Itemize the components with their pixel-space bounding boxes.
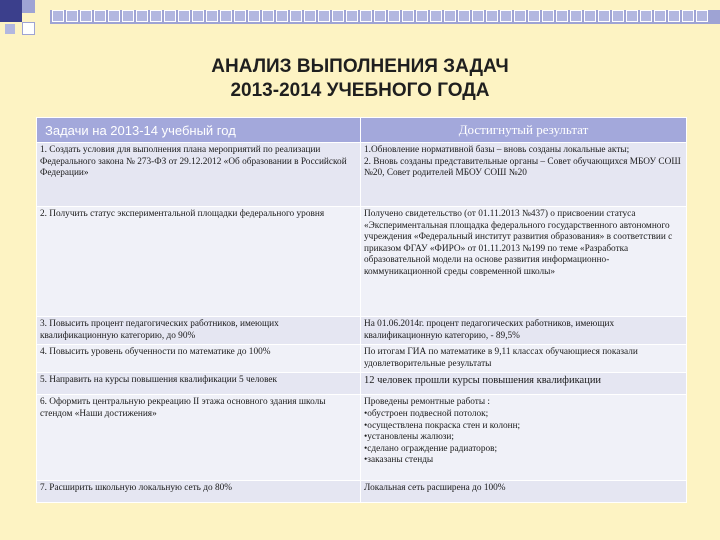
deco-band-cell <box>332 10 344 22</box>
title-line-1: АНАЛИЗ ВЫПОЛНЕНИЯ ЗАДАЧ <box>211 56 509 77</box>
deco-band-cell <box>234 10 246 22</box>
task-cell: 1. Создать условия для выполнения плана мероприятий по реализации Федерального закона № 273-ФЗ от 29.12.2012 «Об образовании в Российской Федерации» <box>37 143 361 207</box>
title-line-2: 2013-2014 УЧЕБНОГО ГОДА <box>230 80 490 101</box>
deco-band-cell <box>444 10 456 22</box>
results-column-header: Достигнутый результат <box>361 118 687 143</box>
result-bullet: • заказаны стенды <box>364 455 683 467</box>
deco-band-cell <box>500 10 512 22</box>
table-row <box>37 207 687 317</box>
deco-square-dark <box>0 0 22 22</box>
deco-square-small <box>5 24 15 34</box>
deco-band-cell <box>318 10 330 22</box>
deco-band-cell <box>514 10 526 22</box>
deco-band-cell <box>458 10 470 22</box>
deco-band-cell <box>220 10 232 22</box>
deco-band-cell <box>346 10 358 22</box>
deco-band-cell <box>486 10 498 22</box>
deco-band-cell <box>136 10 148 22</box>
table-row <box>37 345 687 373</box>
task-cell: 4. Повысить уровень обученности по математике до 100% <box>37 345 361 373</box>
deco-band-cell <box>556 10 568 22</box>
deco-band-cell <box>654 10 666 22</box>
result-cell: 12 человек прошли курсы повышения квалификации <box>361 373 687 395</box>
task-cell: 3. Повысить процент педагогических работников, имеющих квалификационную категорию, до 90% <box>37 317 361 345</box>
result-cell: На 01.06.2014г. процент педагогических работников, имеющих квалификационную категорию, - 89,5% <box>361 317 687 345</box>
deco-band-cell <box>682 10 694 22</box>
deco-band-cell <box>542 10 554 22</box>
deco-band-cell <box>416 10 428 22</box>
deco-band-cell <box>388 10 400 22</box>
deco-band-cell <box>248 10 260 22</box>
result-line: 1.Обновление нормативной базы – вновь созданы локальные акты; <box>364 145 630 155</box>
header-row <box>37 118 687 143</box>
deco-band-cell <box>598 10 610 22</box>
deco-band-cell <box>52 10 64 22</box>
result-intro: Проведены ремонтные работы : <box>364 397 491 408</box>
task-cell: 6. Оформить центральную рекреацию II этажа основного здания школы стендом «Наши достижения» <box>37 395 361 481</box>
task-cell: 5. Направить на курсы повышения квалификации 5 человек <box>37 373 361 395</box>
deco-band-cell <box>696 10 708 22</box>
deco-band-cell <box>668 10 680 22</box>
deco-band-cell <box>108 10 120 22</box>
deco-band-cell <box>164 10 176 22</box>
deco-band-cell <box>640 10 652 22</box>
deco-band-cell <box>528 10 540 22</box>
deco-band-cell <box>122 10 134 22</box>
table-row <box>37 373 687 395</box>
result-cell: Получено свидетельство (от 01.11.2013 №437) о присвоении статуса «Экспериментальная площадка федерального государственного автономного учреждения «Федеральный институт развития образования» в соответствии с приказом ФГАУ «ФИРО» от 01.11.2013 №199 по теме «Разработка образовательной модели на основе развития информационно-коммуникационной среды современной школы» <box>361 207 687 317</box>
deco-band-cell <box>374 10 386 22</box>
results-table <box>36 117 687 503</box>
top-decoration <box>0 0 720 40</box>
deco-band-cell <box>94 10 106 22</box>
deco-band-cell <box>430 10 442 22</box>
task-cell: 2. Получить статус экспериментальной площадки федерального уровня <box>37 207 361 317</box>
deco-band-cell <box>192 10 204 22</box>
deco-band-cell <box>262 10 274 22</box>
deco-band-cell <box>402 10 414 22</box>
table-row <box>37 395 687 481</box>
page-title <box>0 55 720 103</box>
deco-band-cell <box>80 10 92 22</box>
result-bullet: • сделано ограждение радиаторов; <box>364 444 683 456</box>
result-cell <box>361 143 687 207</box>
result-bullet: • осуществлена покраска стен и колонн; <box>364 421 683 433</box>
deco-band-cell <box>66 10 78 22</box>
deco-band-cell <box>178 10 190 22</box>
deco-band-cell <box>150 10 162 22</box>
deco-square-light <box>22 0 35 13</box>
tasks-column-header: Задачи на 2013-14 учебный год <box>37 118 361 143</box>
result-cell: Локальная сеть расширена до 100% <box>361 481 687 503</box>
deco-band-cells <box>50 10 708 24</box>
deco-band-cell <box>304 10 316 22</box>
result-cell: По итогам ГИА по математике в 9,11 классах обучающиеся показали удовлетворительные результаты <box>361 345 687 373</box>
result-bullet: • обустроен подвесной потолок; <box>364 409 683 421</box>
deco-square-outline <box>22 22 35 35</box>
deco-band-cell <box>276 10 288 22</box>
deco-band-cell <box>360 10 372 22</box>
table-row <box>37 143 687 207</box>
deco-band-cell <box>570 10 582 22</box>
result-line: 2. Вновь созданы представительные органы – Совет обучающихся МБОУ СОШ №20, Совет родителей МБОУ СОШ №20 <box>364 156 681 179</box>
table-row <box>37 481 687 503</box>
deco-band-cell <box>290 10 302 22</box>
task-cell: 7. Расширить школьную локальную сеть до 80% <box>37 481 361 503</box>
deco-band-cell <box>472 10 484 22</box>
result-bullet: • установлены жалюзи; <box>364 432 683 444</box>
deco-band-cell <box>626 10 638 22</box>
table-row <box>37 317 687 345</box>
result-cell <box>361 395 687 481</box>
deco-band-cell <box>206 10 218 22</box>
deco-band-cell <box>612 10 624 22</box>
deco-band-cell <box>584 10 596 22</box>
